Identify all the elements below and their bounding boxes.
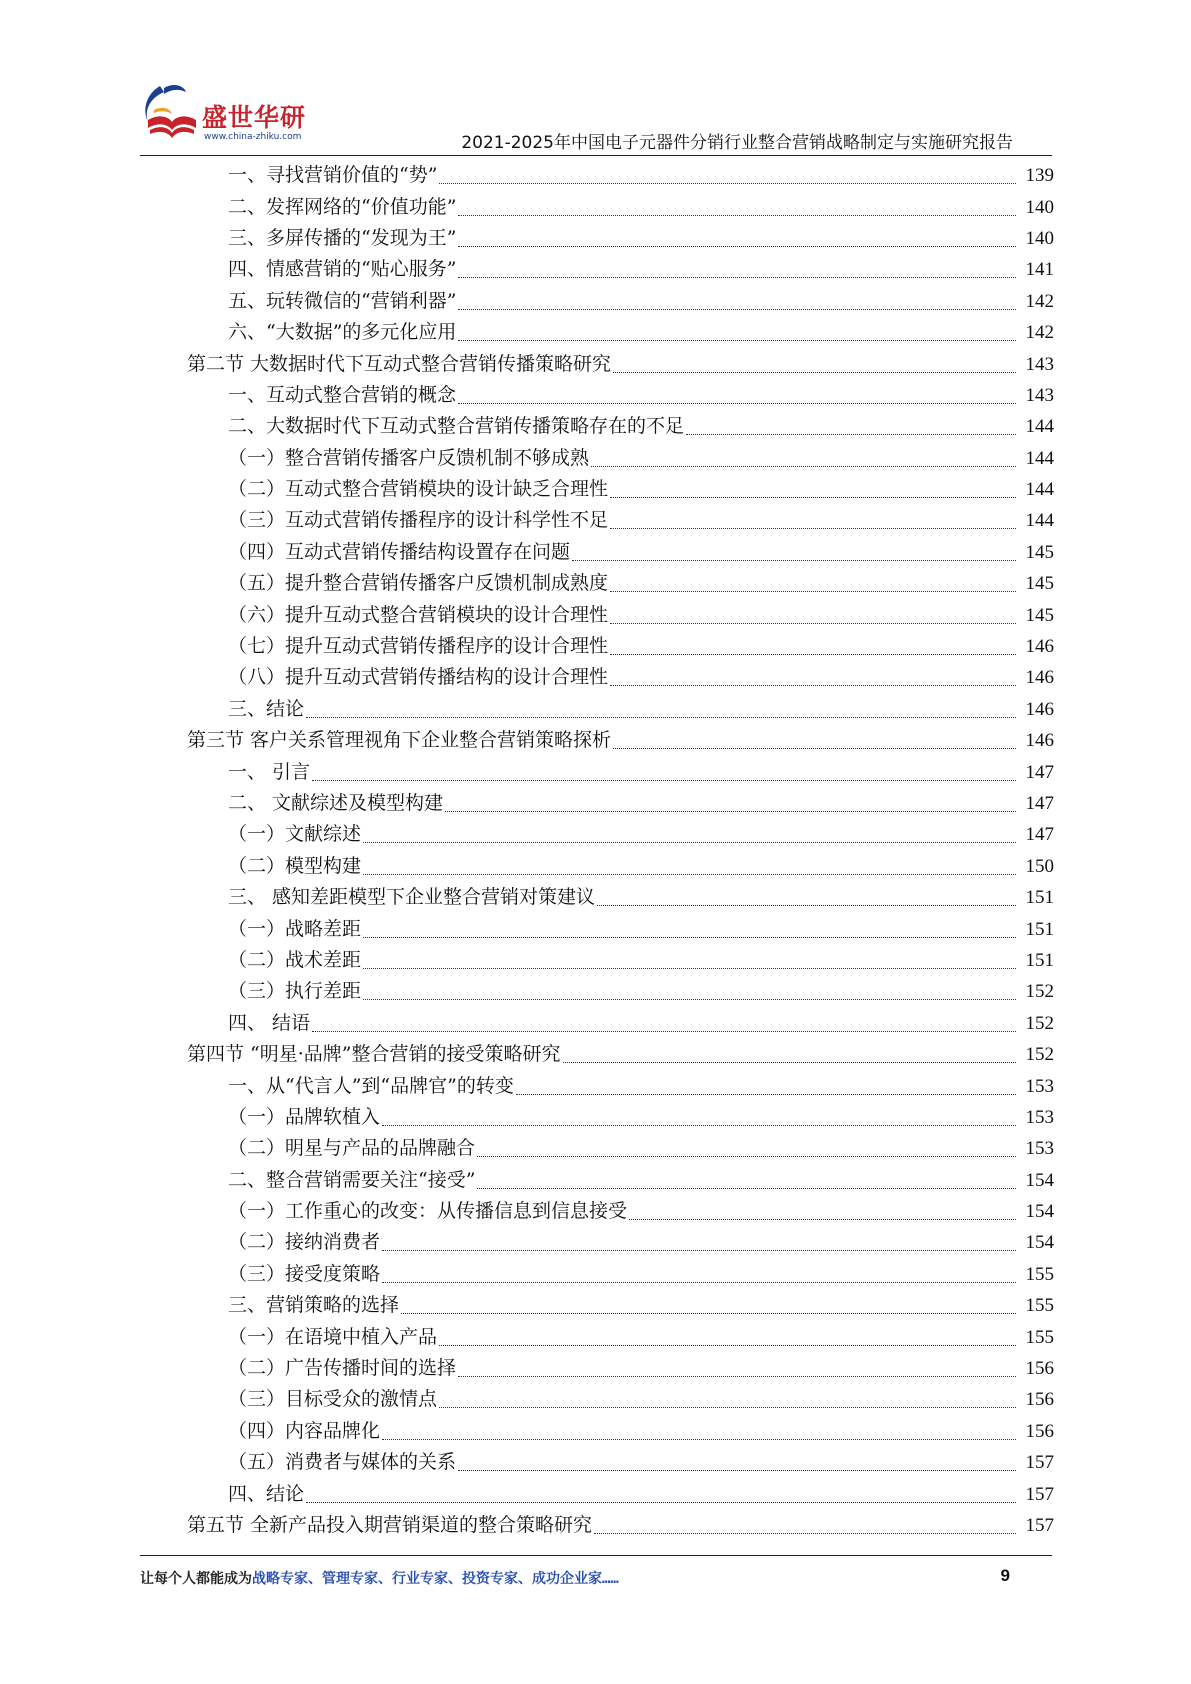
toc-dot-leader — [458, 1470, 1016, 1471]
toc-dot-leader — [439, 183, 1016, 184]
toc-entry-label: 第三节 客户关系管理视角下企业整合营销策略探析 — [187, 729, 612, 752]
toc-entry-page: 155 — [1025, 1295, 1054, 1317]
toc-entry[interactable] — [0, 1133, 1191, 1164]
toc-entry-page: 157 — [1025, 1452, 1054, 1474]
toc-dot-leader — [458, 403, 1016, 404]
toc-dot-leader — [458, 340, 1016, 341]
toc-dot-leader — [458, 1376, 1016, 1377]
logo-url: www.china-zhiku.com — [204, 132, 302, 142]
toc-entry-label: （一）品牌软植入 — [228, 1105, 381, 1128]
toc-entry[interactable] — [0, 1384, 1191, 1415]
toc-entry-label: （一）工作重心的改变：从传播信息到信息接受 — [228, 1200, 628, 1223]
toc-entry-page: 143 — [1025, 384, 1054, 406]
toc-entry[interactable] — [0, 756, 1191, 787]
toc-entry-page: 146 — [1025, 636, 1054, 658]
toc-dot-leader — [610, 528, 1016, 529]
toc-entry-label: （三）目标受众的激情点 — [228, 1388, 438, 1411]
toc-entry[interactable] — [0, 191, 1191, 222]
toc-entry[interactable] — [0, 1321, 1191, 1352]
toc-entry[interactable] — [0, 286, 1191, 317]
toc-entry-page: 144 — [1025, 416, 1054, 438]
toc-entry-label: 一、 引言 — [228, 760, 311, 783]
toc-entry[interactable] — [0, 1259, 1191, 1290]
toc-entry-page: 145 — [1025, 573, 1054, 595]
toc-entry[interactable] — [0, 537, 1191, 568]
toc-entry-label: （一）文献综述 — [228, 823, 362, 846]
toc-entry[interactable] — [0, 851, 1191, 882]
logo-emblem-icon — [140, 80, 202, 142]
toc-entry-label: 六、“大数据”的多元化应用 — [228, 321, 457, 344]
toc-entry[interactable] — [0, 1227, 1191, 1258]
toc-entry-page: 150 — [1025, 855, 1054, 877]
toc-dot-leader — [477, 1156, 1016, 1157]
toc-entry-label: 第二节 大数据时代下互动式整合营销传播策略研究 — [187, 352, 612, 375]
toc-entry-page: 156 — [1025, 1389, 1054, 1411]
toc-entry-page: 152 — [1025, 981, 1054, 1003]
toc-dot-leader — [563, 1062, 1016, 1063]
toc-entry-label: （三）执行差距 — [228, 980, 362, 1003]
toc-dot-leader — [610, 654, 1016, 655]
toc-dot-leader — [686, 434, 1016, 435]
toc-entry-page: 155 — [1025, 1263, 1054, 1285]
toc-entry-label: 一、从“代言人”到“品牌官”的转变 — [228, 1074, 514, 1097]
toc-entry[interactable] — [0, 443, 1191, 474]
toc-entry[interactable] — [0, 474, 1191, 505]
toc-entry-page: 145 — [1025, 604, 1054, 626]
toc-dot-leader — [613, 372, 1016, 373]
footer-slogan-lead: 让每个人都能成为 — [140, 1571, 252, 1587]
toc-entry-label: 二、发挥网络的“价值功能” — [228, 195, 457, 218]
toc-entry-page: 142 — [1025, 290, 1054, 312]
toc-dot-leader — [363, 842, 1016, 843]
toc-entry-page: 146 — [1025, 667, 1054, 689]
page-header — [0, 0, 1191, 160]
toc-entry-label: 第五节 全新产品投入期营销渠道的整合策略研究 — [187, 1513, 593, 1536]
toc-dot-leader — [613, 748, 1016, 749]
toc-entry-page: 144 — [1025, 510, 1054, 532]
toc-entry-page: 156 — [1025, 1358, 1054, 1380]
toc-entry[interactable] — [0, 1070, 1191, 1101]
toc-entry-page: 147 — [1025, 761, 1054, 783]
toc-entry[interactable] — [0, 1196, 1191, 1227]
toc-entry-page: 154 — [1025, 1169, 1054, 1191]
toc-entry[interactable] — [0, 913, 1191, 944]
toc-entry-page: 151 — [1025, 887, 1054, 909]
toc-entry-page: 144 — [1025, 447, 1054, 469]
toc-dot-leader — [401, 1313, 1016, 1314]
toc-entry-label: 二、整合营销需要关注“接受” — [228, 1168, 476, 1191]
toc-dot-leader — [363, 968, 1016, 969]
table-of-contents — [0, 160, 1191, 1541]
toc-entry[interactable] — [0, 505, 1191, 536]
toc-entry[interactable] — [0, 819, 1191, 850]
page-number: 9 — [1000, 1566, 1010, 1585]
toc-dot-leader — [591, 466, 1016, 467]
toc-entry-label: （二）互动式整合营销模块的设计缺乏合理性 — [228, 478, 609, 501]
toc-dot-leader — [594, 1533, 1016, 1534]
toc-entry-label: 五、玩转微信的“营销利器” — [228, 289, 457, 312]
toc-entry-page: 141 — [1025, 259, 1054, 281]
toc-entry-label: 四、 结语 — [228, 1011, 311, 1034]
toc-dot-leader — [439, 1407, 1016, 1408]
toc-dot-leader — [610, 591, 1016, 592]
toc-dot-leader — [382, 1125, 1016, 1126]
toc-entry[interactable] — [0, 411, 1191, 442]
toc-entry[interactable] — [0, 694, 1191, 725]
toc-entry-label: （二）接纳消费者 — [228, 1231, 381, 1254]
toc-dot-leader — [306, 1502, 1016, 1503]
toc-entry[interactable] — [0, 788, 1191, 819]
toc-entry-page: 153 — [1025, 1075, 1054, 1097]
report-title: 2021-2025年中国电子元器件分销行业整合营销战略制定与实施研究报告 — [461, 133, 1013, 153]
toc-dot-leader — [445, 811, 1016, 812]
toc-dot-leader — [439, 1345, 1016, 1346]
toc-entry-page: 146 — [1025, 730, 1054, 752]
toc-dot-leader — [516, 1094, 1016, 1095]
toc-dot-leader — [458, 277, 1016, 278]
footer-divider — [140, 1555, 1052, 1556]
toc-dot-leader — [382, 1282, 1016, 1283]
toc-entry-label: 第四节 “明星·品牌”整合营销的接受策略研究 — [187, 1043, 561, 1066]
toc-entry[interactable] — [0, 599, 1191, 630]
toc-entry-page: 153 — [1025, 1106, 1054, 1128]
toc-entry-page: 154 — [1025, 1201, 1054, 1223]
page-footer — [140, 1568, 1052, 1596]
toc-dot-leader — [312, 1031, 1016, 1032]
toc-entry-page: 154 — [1025, 1232, 1054, 1254]
toc-dot-leader — [458, 215, 1016, 216]
toc-dot-leader — [610, 497, 1016, 498]
toc-entry[interactable] — [0, 1478, 1191, 1509]
toc-dot-leader — [312, 780, 1016, 781]
toc-entry-label: （八）提升互动式营销传播结构的设计合理性 — [228, 666, 609, 689]
toc-entry-label: （四）互动式营销传播结构设置存在问题 — [228, 540, 571, 563]
header-divider — [140, 155, 1052, 156]
toc-entry[interactable] — [0, 976, 1191, 1007]
toc-entry-label: （六）提升互动式整合营销模块的设计合理性 — [228, 603, 609, 626]
toc-entry-label: 三、 感知差距模型下企业整合营销对策建议 — [228, 886, 596, 909]
toc-entry[interactable] — [0, 1039, 1191, 1070]
toc-entry-page: 140 — [1025, 196, 1054, 218]
toc-entry-page: 152 — [1025, 1044, 1054, 1066]
toc-entry-label: （三）互动式营销传播程序的设计科学性不足 — [228, 509, 609, 532]
toc-entry-page: 151 — [1025, 918, 1054, 940]
toc-entry-page: 147 — [1025, 793, 1054, 814]
toc-entry[interactable] — [0, 1008, 1191, 1039]
toc-entry-page: 157 — [1025, 1483, 1054, 1505]
logo-name: 盛世华研 — [202, 103, 307, 132]
toc-dot-leader — [363, 937, 1016, 938]
toc-entry[interactable] — [0, 662, 1191, 693]
footer-slogan-roles: 战略专家、管理专家、行业专家、投资专家、成功企业家…… — [252, 1571, 619, 1587]
toc-entry-label: （二）战术差距 — [228, 948, 362, 971]
toc-entry-label: （五）提升整合营销传播客户反馈机制成熟度 — [228, 572, 609, 595]
toc-entry[interactable] — [0, 160, 1191, 191]
toc-entry[interactable] — [0, 631, 1191, 662]
toc-entry[interactable] — [0, 945, 1191, 976]
toc-entry-label: 三、结论 — [228, 697, 305, 720]
toc-entry-page: 152 — [1025, 1012, 1054, 1034]
toc-entry[interactable] — [0, 317, 1191, 348]
toc-entry-label: （二）广告传播时间的选择 — [228, 1357, 457, 1380]
toc-entry[interactable] — [0, 348, 1191, 379]
toc-entry[interactable] — [0, 1102, 1191, 1133]
toc-dot-leader — [477, 1188, 1016, 1189]
toc-entry-label: （七）提升互动式营销传播程序的设计合理性 — [228, 635, 609, 658]
toc-entry-page: 147 — [1025, 824, 1054, 846]
toc-entry-page: 153 — [1025, 1138, 1054, 1160]
toc-entry-label: （一）整合营销传播客户反馈机制不够成熟 — [228, 446, 590, 469]
toc-dot-leader — [382, 1250, 1016, 1251]
toc-entry-label: 二、大数据时代下互动式整合营销传播策略存在的不足 — [228, 415, 685, 438]
toc-entry-label: 四、结论 — [228, 1482, 305, 1505]
toc-entry[interactable] — [0, 1290, 1191, 1321]
toc-entry[interactable] — [0, 882, 1191, 913]
toc-entry[interactable] — [0, 1510, 1191, 1541]
toc-entry-label: 四、情感营销的“贴心服务” — [228, 258, 457, 281]
toc-dot-leader — [610, 623, 1016, 624]
toc-dot-leader — [629, 1219, 1016, 1220]
toc-entry-label: 一、寻找营销价值的“势” — [228, 164, 438, 187]
toc-entry-page: 157 — [1025, 1514, 1054, 1536]
toc-dot-leader — [363, 874, 1016, 875]
toc-entry-label: （二）明星与产品的品牌融合 — [228, 1137, 476, 1160]
toc-dot-leader — [572, 560, 1016, 561]
toc-dot-leader — [610, 685, 1016, 686]
toc-dot-leader — [458, 309, 1016, 310]
toc-entry[interactable] — [0, 1353, 1191, 1384]
toc-entry[interactable] — [0, 380, 1191, 411]
toc-entry-label: （四）内容品牌化 — [228, 1419, 381, 1442]
toc-entry-label: 二、 文献综述及模型构建 — [228, 792, 444, 814]
toc-entry-label: 三、营销策略的选择 — [228, 1294, 400, 1317]
toc-entry-page: 151 — [1025, 949, 1054, 971]
toc-entry-page: 140 — [1025, 227, 1054, 249]
company-logo — [140, 80, 320, 150]
toc-entry-page: 142 — [1025, 322, 1054, 344]
toc-entry[interactable] — [0, 1165, 1191, 1196]
toc-dot-leader — [363, 999, 1016, 1000]
toc-entry-label: （三）接受度策略 — [228, 1262, 381, 1285]
toc-dot-leader — [306, 717, 1016, 718]
toc-entry[interactable] — [0, 1416, 1191, 1447]
toc-entry-page: 145 — [1025, 541, 1054, 563]
toc-entry-page: 144 — [1025, 479, 1054, 501]
toc-entry[interactable] — [0, 223, 1191, 254]
toc-entry-page: 139 — [1025, 165, 1054, 187]
toc-entry[interactable] — [0, 725, 1191, 756]
toc-entry-page: 156 — [1025, 1420, 1054, 1442]
toc-entry-page: 143 — [1025, 353, 1054, 375]
toc-entry-page: 155 — [1025, 1326, 1054, 1348]
toc-dot-leader — [597, 905, 1016, 906]
toc-entry[interactable] — [0, 1447, 1191, 1478]
toc-entry[interactable] — [0, 568, 1191, 599]
toc-dot-leader — [382, 1439, 1016, 1440]
toc-entry-label: （五）消费者与媒体的关系 — [228, 1451, 457, 1474]
toc-entry-label: （二）模型构建 — [228, 854, 362, 877]
toc-entry-label: （一）战略差距 — [228, 917, 362, 940]
toc-entry-page: 146 — [1025, 698, 1054, 720]
toc-dot-leader — [458, 246, 1016, 247]
toc-entry-label: 一、互动式整合营销的概念 — [228, 383, 457, 406]
toc-entry-label: （一）在语境中植入产品 — [228, 1325, 438, 1348]
toc-entry[interactable] — [0, 254, 1191, 285]
toc-entry-label: 三、多屏传播的“发现为王” — [228, 226, 457, 249]
